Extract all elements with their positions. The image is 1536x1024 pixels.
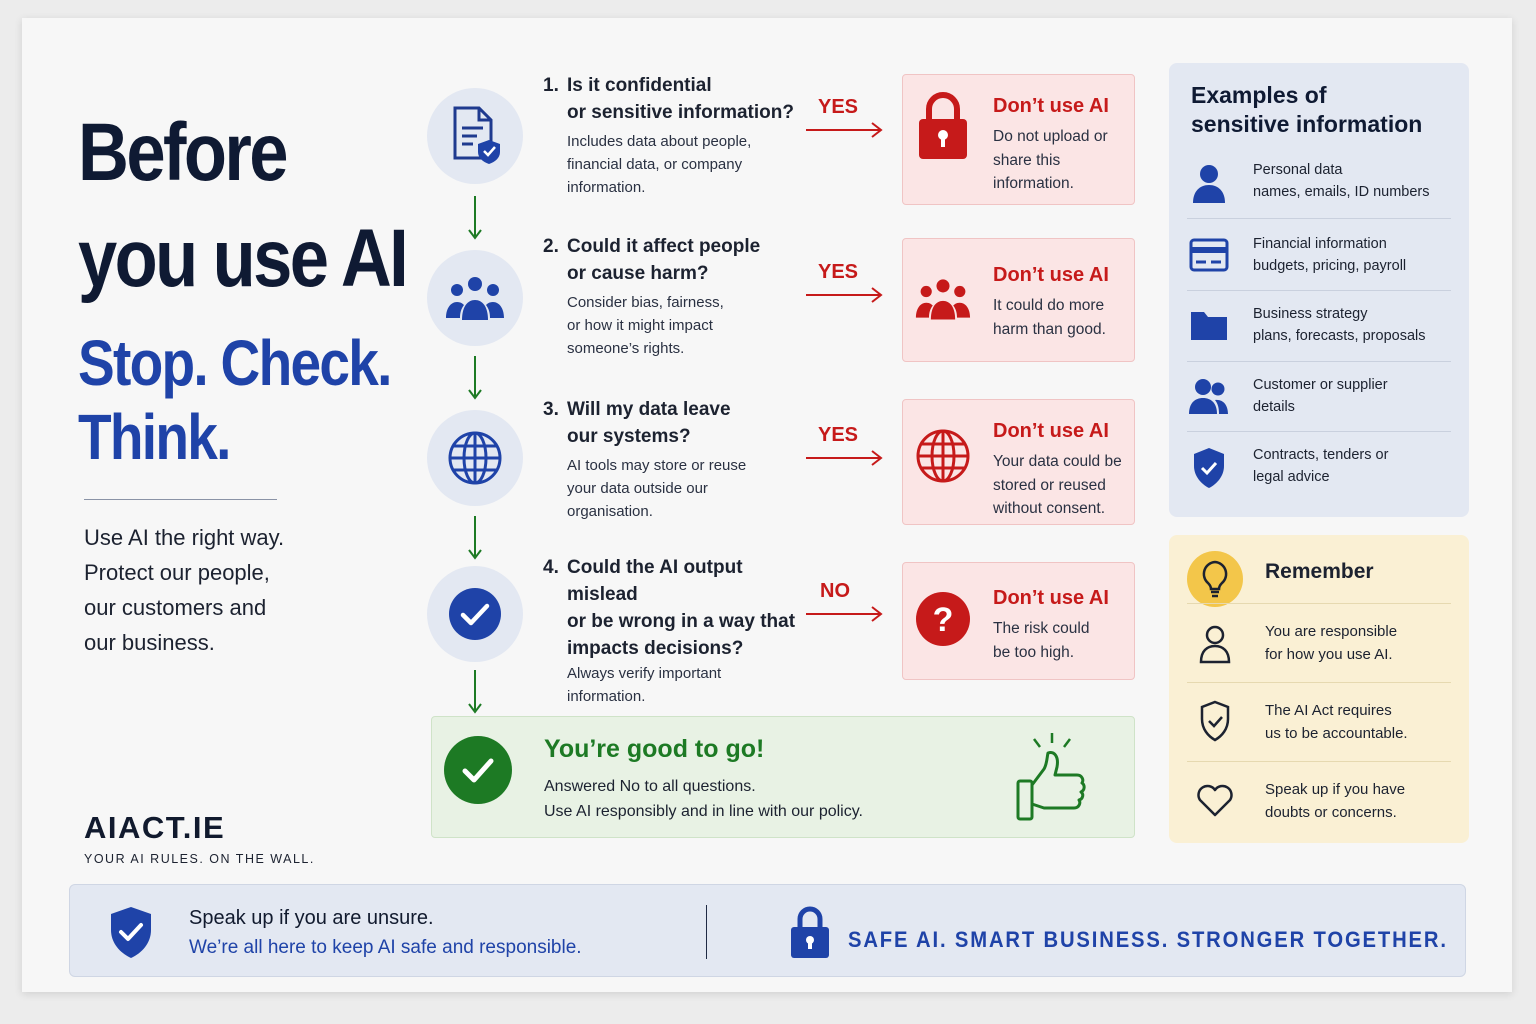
good-to-go-line: Use AI responsibly and in line with our policy.: [544, 803, 863, 820]
warning-box-4: [902, 562, 1135, 680]
folder-icon: [1187, 303, 1231, 347]
hero-body-line: our customers and: [84, 595, 267, 620]
thumbs-up-icon: [1012, 729, 1092, 825]
warning-text-line: It could do more: [993, 297, 1105, 314]
down-arrow-icon: [468, 196, 482, 240]
check-circle-icon: [444, 736, 512, 804]
warning-title: Don’t use AI: [993, 95, 1109, 117]
answer-label: NO: [820, 580, 850, 602]
question-desc-line: someone’s rights.: [567, 340, 685, 357]
example-label: Personal data: [1253, 162, 1343, 178]
warning-box-1: [902, 74, 1135, 205]
heart-outline-icon: [1195, 780, 1235, 820]
example-label: Financial information: [1253, 236, 1387, 252]
warning-text-line: share this: [993, 151, 1061, 169]
answer-arrow-1: [806, 96, 886, 146]
answer-arrow-2: [806, 261, 886, 311]
answer-label: YES: [818, 424, 859, 446]
document-shield-icon: [427, 88, 523, 184]
lightbulb-icon: [1187, 551, 1243, 607]
question-desc-line: or how it might impact: [567, 317, 713, 334]
question-title-line: our systems?: [567, 426, 691, 447]
question-1: [543, 72, 803, 199]
footer-line2: We’re all here to keep AI safe and responsible.: [189, 937, 582, 958]
question-desc-line: Includes data about people,: [567, 133, 752, 150]
brand-tagline: YOUR AI RULES. ON THE WALL.: [84, 852, 315, 866]
remember-title: Remember: [1265, 560, 1374, 583]
question-title-line: impacts decisions?: [567, 638, 744, 659]
example-item-strategy: [1187, 290, 1451, 362]
shield-check-icon: [108, 905, 154, 959]
hero-body: [84, 520, 384, 660]
good-to-go-title: You’re good to go!: [544, 735, 765, 763]
footer-banner: [69, 884, 1466, 977]
warning-box-3: [902, 399, 1135, 525]
warning-text-line: Do not upload or: [993, 128, 1108, 145]
good-to-go-line: Answered No to all questions.: [544, 778, 756, 795]
svg-text:?: ?: [932, 601, 954, 639]
right-arrow-icon: [806, 450, 884, 466]
warning-title: Don’t use AI: [993, 587, 1109, 609]
hero-body-line: Use AI the right way.: [84, 525, 285, 550]
answer-label: YES: [818, 96, 859, 118]
person-icon: [1187, 161, 1231, 205]
warning-text-line: Your data could be: [993, 453, 1122, 470]
hero-subtitle-line2: Think.: [78, 401, 230, 473]
hero-title-line1: Before: [78, 107, 286, 198]
question-4: [543, 554, 813, 708]
question-3: [543, 396, 803, 523]
good-to-go-box: [431, 716, 1135, 838]
warning-text-line: be too high.: [993, 643, 1075, 661]
question-title-line: or cause harm?: [567, 263, 709, 284]
example-item-customer: [1187, 361, 1451, 433]
globe-icon: [427, 410, 523, 506]
warning-text-line: stored or reused: [993, 476, 1106, 494]
example-detail: details: [1253, 399, 1295, 415]
question-desc-line: Consider bias, fairness,: [567, 294, 724, 311]
warning-text-line: harm than good.: [993, 320, 1106, 338]
hero-body-line: Protect our people,: [84, 560, 270, 585]
remember-line: Speak up if you have: [1265, 781, 1406, 798]
footer-divider: [706, 905, 707, 959]
hero-title-line2: you use AI: [78, 213, 407, 304]
globe-icon: [915, 428, 971, 484]
remember-item: [1187, 682, 1451, 760]
footer-slogan: SAFE AI. SMART BUSINESS. STRONGER TOGETHER.: [848, 927, 1448, 952]
question-number: 2.: [543, 236, 559, 257]
shield-outline-icon: [1195, 701, 1235, 741]
hero: [78, 100, 408, 474]
example-detail: budgets, pricing, payroll: [1253, 258, 1407, 274]
right-arrow-icon: [806, 287, 884, 303]
answer-label: YES: [818, 261, 859, 283]
warning-text-line: The risk could: [993, 620, 1090, 637]
remember-item: [1187, 603, 1451, 681]
people-group-icon: [427, 250, 523, 346]
remember-line: The AI Act requires: [1265, 702, 1392, 719]
padlock-icon: [790, 905, 830, 959]
remember-panel: [1169, 535, 1469, 843]
people-group-icon: [915, 271, 971, 327]
question-desc-line: Always verify important: [567, 665, 722, 682]
question-desc-line: AI tools may store or reuse: [567, 457, 747, 474]
shield-check-icon: [1187, 446, 1231, 490]
question-title-line: Could the AI output mislead: [567, 557, 743, 605]
examples-title-line: Examples of: [1191, 82, 1327, 108]
question-title-line: Could it affect people: [567, 236, 761, 257]
right-arrow-icon: [806, 122, 884, 138]
question-title-line: Will my data leave: [567, 399, 731, 420]
question-2: [543, 233, 803, 360]
question-desc-line: financial data, or company: [567, 156, 743, 173]
example-detail: legal advice: [1253, 469, 1330, 485]
credit-card-icon: [1187, 233, 1231, 277]
warning-title: Don’t use AI: [993, 264, 1109, 286]
example-detail: plans, forecasts, proposals: [1253, 328, 1426, 344]
question-title-line: or be wrong in a way that: [567, 611, 796, 632]
down-arrow-icon: [468, 670, 482, 714]
example-item-contracts: [1187, 431, 1451, 503]
example-item-financial: [1187, 218, 1451, 290]
hero-body-line: our business.: [84, 630, 215, 655]
hero-divider: [84, 499, 277, 500]
question-number: 4.: [543, 557, 559, 578]
down-arrow-icon: [468, 356, 482, 400]
question-desc-line: information.: [567, 179, 646, 196]
example-label: Business strategy: [1253, 306, 1368, 322]
padlock-icon: [915, 97, 971, 153]
example-label: Customer or supplier: [1253, 377, 1388, 393]
example-detail: names, emails, ID numbers: [1253, 184, 1430, 200]
footer-line1: Speak up if you are unsure.: [189, 907, 434, 929]
question-icon: [915, 591, 971, 647]
warning-title: Don’t use AI: [993, 420, 1109, 442]
two-people-icon: [1187, 374, 1231, 418]
answer-arrow-4: [806, 580, 886, 630]
remember-line: us to be accountable.: [1265, 725, 1408, 742]
brand-name: AIACT.IE: [84, 810, 226, 845]
examples-title-line: sensitive information: [1191, 111, 1423, 137]
warning-text-line: without consent.: [993, 500, 1106, 517]
hero-subtitle-line1: Stop. Check.: [78, 327, 391, 399]
person-outline-icon: [1195, 624, 1235, 664]
check-circle-icon: [427, 566, 523, 662]
right-arrow-icon: [806, 606, 884, 622]
warning-box-2: [902, 238, 1135, 362]
answer-arrow-3: [806, 424, 886, 474]
question-number: 1.: [543, 75, 559, 96]
question-desc-line: your data outside our: [567, 480, 708, 497]
question-number: 3.: [543, 399, 559, 420]
example-label: Contracts, tenders or: [1253, 447, 1389, 463]
remember-line: You are responsible: [1265, 623, 1398, 640]
warning-text-line: information.: [993, 175, 1074, 192]
remember-line: doubts or concerns.: [1265, 804, 1397, 821]
question-desc-line: organisation.: [567, 503, 653, 520]
question-title-line: or sensitive information?: [567, 102, 794, 123]
remember-item: [1187, 761, 1451, 839]
down-arrow-icon: [468, 516, 482, 560]
example-item-personal-data: [1187, 149, 1451, 221]
examples-panel: [1169, 63, 1469, 517]
remember-line: for how you use AI.: [1265, 646, 1393, 663]
question-title-line: Is it confidential: [567, 75, 712, 96]
question-desc-line: information.: [567, 688, 646, 705]
